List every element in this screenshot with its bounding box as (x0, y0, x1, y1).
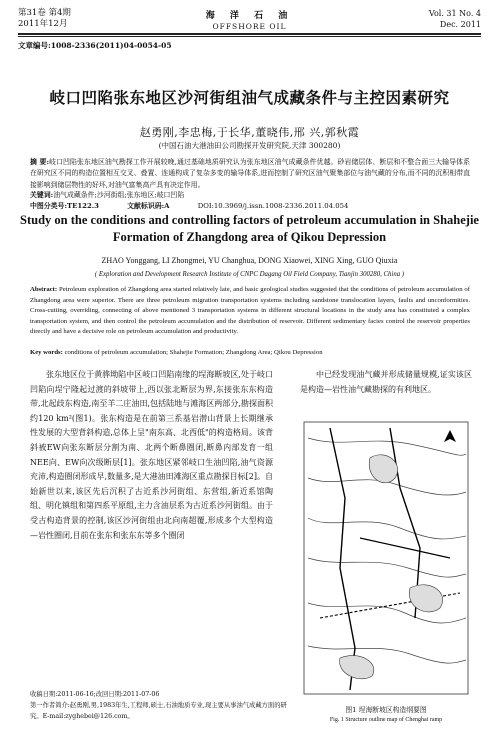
journal-name-en: OFFSHORE OIL (212, 22, 287, 31)
keywords-en-text: conditions of petroleum accumulation; Shahejie Formation; Zhangdong Area; Qikou Depression (64, 349, 323, 356)
keywords-cn-text: 油气成藏条件;沙河街组;张东地区;岐口凹陷 (53, 191, 185, 199)
header-rule-thick (18, 33, 481, 35)
authors-en: ZHAO Yonggang, LI Zhongmei, YU Changhua, DONG Xiaowei, XING Xing, GUO Qiuxia (101, 256, 398, 265)
journal-name-cn: 海 洋 石 油 (205, 11, 294, 21)
keywords-cn-label: 关键词: (30, 191, 54, 199)
figure-structure-map (300, 418, 472, 698)
body-column-left (30, 368, 273, 543)
abstract-cn-label: 摘 要: (30, 158, 49, 166)
affiliation-en: ( Exploration and Development Research Institute of CNPC Dagang Oil Field Company, Tianjin 300280, China ) (94, 271, 405, 278)
article-number: 文章编号:1008-2336(2011)04-0054-05 (18, 41, 172, 50)
paper-title-en: Study on the conditions and controlling factors of petroleum accumulation in Shahejie Formation of Zhangdong area of Qikou Depression (20, 213, 479, 244)
abstract-en (30, 285, 470, 338)
abstract-cn (30, 157, 470, 191)
body-paragraph-1: 张东地区位于黄骅坳陷中区岐口凹陷南缘的埕海断坡区,处于岐口凹陷向埕宁隆起过渡的斜坡带上,西以张北断层为界,东接张东东构造带,北起歧东构造,南至羊二庄油田,包括陆地与滩海区两部分,勘探面积约120 km²(图1)。张东构造是在前第三系基岩潜山背景上长期继承性发展的大型背斜构造,总体上呈"南东高、北西低"的构造格局。该背斜被EW向张东断层分割为南、北两个断鼻圈闭,断鼻内部发育一组NEE向、EW向次级断层[1]。张东地区紧邻岐口生油凹陷,油气资源充沛,构造圈闭形成早,数量多,是大港油田滩海区重点勘探目标[2]。自始新世以来,该区先后沉积了古近系沙河街组、东营组,新近系馆陶组、明化镇组和第四系平原组,主力含油层系为古近系沙河街组。由于受古构造背景的控制,该区沙河街组由北向南超覆,形成多个大型构造—岩性圈闭,目前在张东和张东东等多个圈闭 (30, 370, 273, 540)
figure-caption-en: Fig. 1 Structure outline map of Chenghai ramp (329, 717, 443, 723)
body-column-right (300, 368, 472, 397)
abstract-en-label: Abstract: (30, 286, 58, 293)
document-code: 文献标识码:A (127, 202, 170, 210)
doi: DOI:10.3969/j.issn.1008-2336.2011.04.054 (197, 202, 349, 210)
header-issue-en (429, 8, 481, 30)
clc-number: 中图分类号:TE122.3 (30, 202, 99, 210)
classification-cn (30, 201, 470, 212)
affiliation-cn: (中国石油大港油田公司勘探开发研究院,天津 300280) (158, 141, 341, 150)
header-date-en: Dec. 2011 (439, 20, 481, 29)
figure-caption-cn: 图1 埕海断坡区构造纲要图 (345, 706, 427, 714)
journal-masthead (0, 8, 499, 31)
authors-cn: 赵勇刚,李忠梅,于长华,董晓伟,邢 兴,郭秋霞 (139, 126, 360, 139)
header-date-cn: 2011年12月 (18, 19, 68, 29)
header-rule-thin (18, 36, 481, 37)
abstract-cn-text: 岐口凹陷张东地区油气勘探工作开展较晚,通过基础地质研究认为张东地区油气成藏条件优越。砂岩储层体、断层和不整合面三大输导体系在研究区不同的构造位置相互交叉、叠置、连通构成了复杂多变的输导体系,进而控制了研究区油气聚集部位与油气藏的分布,而不同的沉积相带直接影响到储层物性的好坏,对油气富集高产具有决定作用。 (30, 158, 470, 189)
footnote-author: 第一作者简介:赵勇刚,男,1983年生,工程师,硕士,石油地质专业,现主要从事油气成藏方面的研究。E-mail:zyghebei@126.com。 (30, 702, 287, 720)
header-volume-cn: 第31卷 第4期 (18, 8, 71, 18)
abstract-en-text: Petroleum exploration of Zhangdong area started relatively late, and basic geological studies suggested that the conditions of petroleum accumulation of Zhangdong area were superior. There are three petroleum migration transportation systems including sandstone translocation layers, faults and unconformities. Cross-cutting, overriding, connecting of above mentioned 3 transportation systems in different structural locations in the study area has constituted a complex transportation system, and then control the petroleum accumulation and the distribution of reservoir. Different sedimentary facies control the reservoir properties directly and have a decisive role on petroleum accumulation and productivity. (30, 286, 470, 336)
footnote-dates: 收稿日期:2011-06-16;改回日期:2011-07-06 (30, 691, 160, 698)
keywords-en (30, 348, 470, 359)
keywords-en-label: Key words: (30, 349, 63, 356)
body-paragraph-2: 中已经发现油气藏并形成储量规模,证实该区是构造—岩性油气藏勘探的有利地区。 (300, 370, 472, 394)
header-volume-en: Vol. 31 No. 4 (428, 9, 481, 18)
paper-title-cn: 岐口凹陷张东地区沙河街组油气成藏条件与主控因素研究 (49, 89, 450, 107)
keywords-cn (30, 190, 470, 201)
